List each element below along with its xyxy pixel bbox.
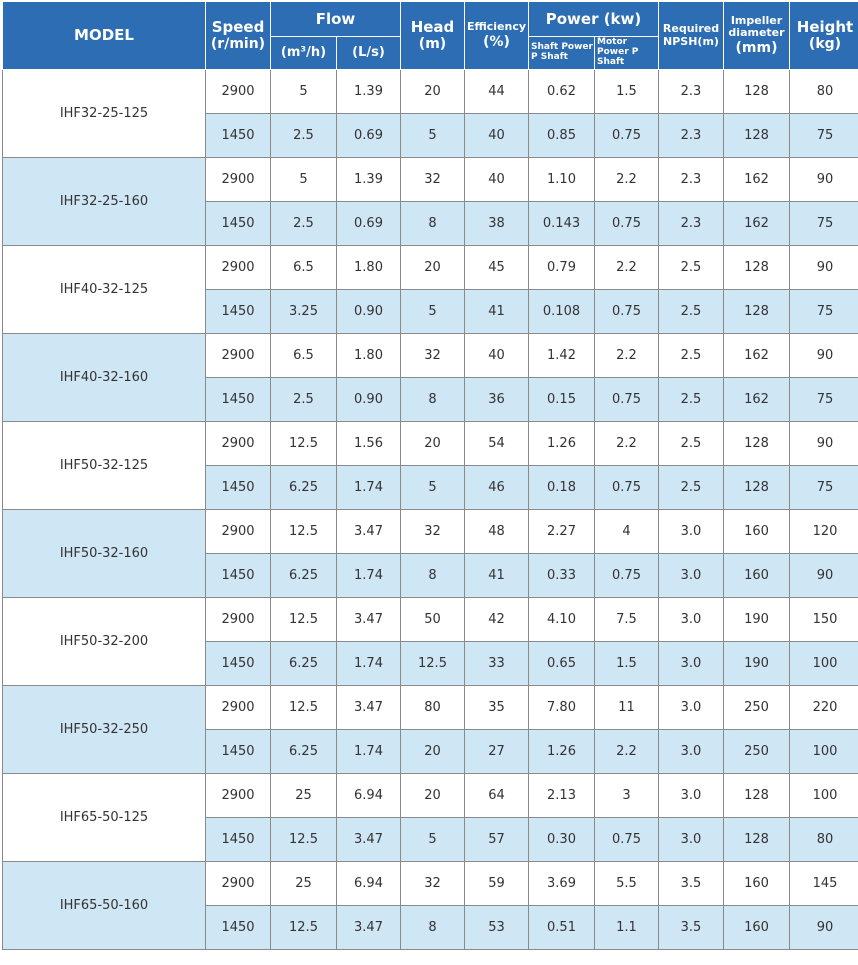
value-cell: 3.47 (337, 510, 401, 554)
value-cell: 5 (271, 70, 337, 114)
value-cell: 2.5 (659, 422, 724, 466)
value-cell: 33 (465, 642, 529, 686)
value-cell: 38 (465, 202, 529, 246)
value-cell: 8 (401, 378, 465, 422)
value-cell: 2900 (206, 598, 271, 642)
value-cell: 6.94 (337, 862, 401, 906)
model-cell: IHF65-50-160 (3, 862, 206, 950)
value-cell: 3.0 (659, 642, 724, 686)
value-cell: 1.26 (529, 730, 595, 774)
value-cell: 0.90 (337, 378, 401, 422)
value-cell: 75 (790, 202, 858, 246)
motor-power-header: Motor Power P Shaft (595, 37, 659, 70)
value-cell: 2.3 (659, 202, 724, 246)
value-cell: 1.74 (337, 554, 401, 598)
value-cell: 1.80 (337, 246, 401, 290)
value-cell: 2.2 (595, 158, 659, 202)
value-cell: 12.5 (271, 598, 337, 642)
value-cell: 120 (790, 510, 858, 554)
value-cell: 2.5 (659, 378, 724, 422)
value-cell: 6.5 (271, 334, 337, 378)
value-cell: 2.5 (271, 114, 337, 158)
table-body (3, 70, 858, 950)
value-cell: 20 (401, 422, 465, 466)
value-cell: 12.5 (271, 906, 337, 950)
value-cell: 2.5 (659, 466, 724, 510)
value-cell: 40 (465, 114, 529, 158)
value-cell: 6.94 (337, 774, 401, 818)
model-cell: IHF50-32-250 (3, 686, 206, 774)
value-cell: 41 (465, 290, 529, 334)
value-cell: 128 (724, 818, 790, 862)
value-cell: 59 (465, 862, 529, 906)
value-cell: 2.3 (659, 158, 724, 202)
model-cell: IHF32-25-125 (3, 70, 206, 158)
value-cell: 2.2 (595, 246, 659, 290)
value-cell: 1450 (206, 906, 271, 950)
value-cell: 0.33 (529, 554, 595, 598)
value-cell: 1.80 (337, 334, 401, 378)
value-cell: 75 (790, 114, 858, 158)
value-cell: 4 (595, 510, 659, 554)
value-cell: 0.69 (337, 202, 401, 246)
value-cell: 0.90 (337, 290, 401, 334)
value-cell: 162 (724, 158, 790, 202)
value-cell: 0.75 (595, 818, 659, 862)
value-cell: 3.0 (659, 598, 724, 642)
value-cell: 150 (790, 598, 858, 642)
value-cell: 80 (790, 818, 858, 862)
value-cell: 0.85 (529, 114, 595, 158)
value-cell: 3.0 (659, 774, 724, 818)
value-cell: 160 (724, 510, 790, 554)
value-cell: 100 (790, 730, 858, 774)
value-cell: 5.5 (595, 862, 659, 906)
value-cell: 2.5 (659, 290, 724, 334)
value-cell: 1.1 (595, 906, 659, 950)
value-cell: 5 (271, 158, 337, 202)
value-cell: 3.69 (529, 862, 595, 906)
table-header (3, 2, 858, 70)
value-cell: 1.5 (595, 70, 659, 114)
value-cell: 0.30 (529, 818, 595, 862)
value-cell: 190 (724, 642, 790, 686)
value-cell: 128 (724, 422, 790, 466)
value-cell: 0.79 (529, 246, 595, 290)
value-cell: 25 (271, 862, 337, 906)
value-cell: 5 (401, 290, 465, 334)
value-cell: 0.143 (529, 202, 595, 246)
value-cell: 54 (465, 422, 529, 466)
value-cell: 128 (724, 774, 790, 818)
value-cell: 160 (724, 862, 790, 906)
value-cell: 3.25 (271, 290, 337, 334)
value-cell: 1.74 (337, 642, 401, 686)
value-cell: 57 (465, 818, 529, 862)
value-cell: 2.5 (271, 378, 337, 422)
value-cell: 1.5 (595, 642, 659, 686)
value-cell: 2.5 (659, 334, 724, 378)
value-cell: 2900 (206, 862, 271, 906)
value-cell: 44 (465, 70, 529, 114)
value-cell: 162 (724, 334, 790, 378)
value-cell: 2.13 (529, 774, 595, 818)
value-cell: 250 (724, 686, 790, 730)
value-cell: 145 (790, 862, 858, 906)
value-cell: 1.74 (337, 730, 401, 774)
value-cell: 0.75 (595, 466, 659, 510)
value-cell: 32 (401, 334, 465, 378)
value-cell: 3.0 (659, 510, 724, 554)
value-cell: 5 (401, 466, 465, 510)
value-cell: 2900 (206, 70, 271, 114)
value-cell: 90 (790, 554, 858, 598)
value-cell: 1.74 (337, 466, 401, 510)
height-header: Height (kg) (790, 2, 858, 70)
value-cell: 128 (724, 114, 790, 158)
model-cell: IHF40-32-125 (3, 246, 206, 334)
value-cell: 162 (724, 378, 790, 422)
value-cell: 0.65 (529, 642, 595, 686)
power-header: Power (kw) (529, 2, 659, 37)
value-cell: 1450 (206, 642, 271, 686)
value-cell: 35 (465, 686, 529, 730)
value-cell: 8 (401, 906, 465, 950)
value-cell: 1450 (206, 466, 271, 510)
value-cell: 20 (401, 246, 465, 290)
value-cell: 2900 (206, 686, 271, 730)
value-cell: 1.42 (529, 334, 595, 378)
value-cell: 7.80 (529, 686, 595, 730)
value-cell: 1450 (206, 818, 271, 862)
pump-spec-table (2, 1, 858, 950)
value-cell: 1.39 (337, 70, 401, 114)
value-cell: 3.47 (337, 906, 401, 950)
value-cell: 162 (724, 202, 790, 246)
value-cell: 12.5 (271, 686, 337, 730)
value-cell: 53 (465, 906, 529, 950)
value-cell: 2.2 (595, 422, 659, 466)
npsh-header: Required NPSH(m) (659, 2, 724, 70)
value-cell: 1450 (206, 730, 271, 774)
value-cell: 160 (724, 554, 790, 598)
value-cell: 42 (465, 598, 529, 642)
value-cell: 2.27 (529, 510, 595, 554)
model-cell: IHF40-32-160 (3, 334, 206, 422)
value-cell: 0.108 (529, 290, 595, 334)
flow-m3h-header: (m³/h) (271, 37, 337, 70)
value-cell: 128 (724, 466, 790, 510)
value-cell: 46 (465, 466, 529, 510)
value-cell: 1450 (206, 202, 271, 246)
value-cell: 90 (790, 906, 858, 950)
value-cell: 2900 (206, 422, 271, 466)
value-cell: 2900 (206, 774, 271, 818)
value-cell: 0.62 (529, 70, 595, 114)
value-cell: 1450 (206, 290, 271, 334)
table-row (3, 422, 858, 466)
value-cell: 8 (401, 202, 465, 246)
impeller-header: Impeller diameter (mm) (724, 2, 790, 70)
value-cell: 3.47 (337, 818, 401, 862)
value-cell: 0.18 (529, 466, 595, 510)
value-cell: 2900 (206, 246, 271, 290)
value-cell: 100 (790, 642, 858, 686)
value-cell: 2.2 (595, 730, 659, 774)
value-cell: 41 (465, 554, 529, 598)
value-cell: 20 (401, 774, 465, 818)
value-cell: 1.26 (529, 422, 595, 466)
value-cell: 2.5 (659, 246, 724, 290)
table-row (3, 598, 858, 642)
value-cell: 32 (401, 862, 465, 906)
value-cell: 128 (724, 290, 790, 334)
value-cell: 1.56 (337, 422, 401, 466)
value-cell: 3.5 (659, 906, 724, 950)
value-cell: 6.25 (271, 554, 337, 598)
value-cell: 25 (271, 774, 337, 818)
value-cell: 0.75 (595, 202, 659, 246)
table-row (3, 246, 858, 290)
value-cell: 1450 (206, 554, 271, 598)
value-cell: 2900 (206, 158, 271, 202)
flow-ls-header: (L/s) (337, 37, 401, 70)
value-cell: 64 (465, 774, 529, 818)
value-cell: 4.10 (529, 598, 595, 642)
value-cell: 100 (790, 774, 858, 818)
value-cell: 75 (790, 290, 858, 334)
value-cell: 0.75 (595, 290, 659, 334)
value-cell: 0.75 (595, 114, 659, 158)
table-row (3, 510, 858, 554)
value-cell: 160 (724, 906, 790, 950)
model-header: MODEL (3, 2, 206, 70)
value-cell: 12.5 (271, 422, 337, 466)
value-cell: 128 (724, 246, 790, 290)
value-cell: 2900 (206, 510, 271, 554)
value-cell: 0.51 (529, 906, 595, 950)
flow-header: Flow (271, 2, 401, 37)
value-cell: 48 (465, 510, 529, 554)
value-cell: 6.5 (271, 246, 337, 290)
value-cell: 3.47 (337, 598, 401, 642)
value-cell: 90 (790, 422, 858, 466)
table-row (3, 774, 858, 818)
model-cell: IHF50-32-125 (3, 422, 206, 510)
value-cell: 32 (401, 510, 465, 554)
value-cell: 75 (790, 466, 858, 510)
value-cell: 2.3 (659, 114, 724, 158)
value-cell: 11 (595, 686, 659, 730)
shaft-power-header: Shaft Power P Shaft (529, 37, 595, 70)
value-cell: 7.5 (595, 598, 659, 642)
value-cell: 2.2 (595, 334, 659, 378)
value-cell: 1.39 (337, 158, 401, 202)
value-cell: 40 (465, 158, 529, 202)
value-cell: 3.5 (659, 862, 724, 906)
value-cell: 220 (790, 686, 858, 730)
value-cell: 50 (401, 598, 465, 642)
value-cell: 32 (401, 158, 465, 202)
value-cell: 12.5 (271, 510, 337, 554)
value-cell: 3.0 (659, 554, 724, 598)
value-cell: 80 (401, 686, 465, 730)
table-row (3, 686, 858, 730)
table-row (3, 862, 858, 906)
table-row (3, 334, 858, 378)
value-cell: 3.0 (659, 686, 724, 730)
value-cell: 1.10 (529, 158, 595, 202)
value-cell: 40 (465, 334, 529, 378)
value-cell: 1450 (206, 378, 271, 422)
value-cell: 75 (790, 378, 858, 422)
value-cell: 250 (724, 730, 790, 774)
head-header: Head (m) (401, 2, 465, 70)
value-cell: 45 (465, 246, 529, 290)
value-cell: 0.75 (595, 378, 659, 422)
value-cell: 27 (465, 730, 529, 774)
value-cell: 0.75 (595, 554, 659, 598)
model-cell: IHF50-32-160 (3, 510, 206, 598)
value-cell: 90 (790, 158, 858, 202)
value-cell: 3 (595, 774, 659, 818)
table-row (3, 158, 858, 202)
value-cell: 12.5 (401, 642, 465, 686)
value-cell: 0.15 (529, 378, 595, 422)
value-cell: 90 (790, 334, 858, 378)
value-cell: 20 (401, 730, 465, 774)
value-cell: 3.0 (659, 730, 724, 774)
table-row (3, 70, 858, 114)
model-cell: IHF50-32-200 (3, 598, 206, 686)
model-cell: IHF32-25-160 (3, 158, 206, 246)
value-cell: 0.69 (337, 114, 401, 158)
value-cell: 80 (790, 70, 858, 114)
speed-header: Speed (r/min) (206, 2, 271, 70)
value-cell: 6.25 (271, 466, 337, 510)
value-cell: 3.0 (659, 818, 724, 862)
value-cell: 190 (724, 598, 790, 642)
value-cell: 128 (724, 70, 790, 114)
value-cell: 3.47 (337, 686, 401, 730)
efficiency-header: Efficiency (%) (465, 2, 529, 70)
value-cell: 6.25 (271, 730, 337, 774)
value-cell: 2.5 (271, 202, 337, 246)
value-cell: 2.3 (659, 70, 724, 114)
value-cell: 8 (401, 554, 465, 598)
value-cell: 2900 (206, 334, 271, 378)
value-cell: 90 (790, 246, 858, 290)
value-cell: 20 (401, 70, 465, 114)
value-cell: 5 (401, 114, 465, 158)
value-cell: 6.25 (271, 642, 337, 686)
value-cell: 5 (401, 818, 465, 862)
model-cell: IHF65-50-125 (3, 774, 206, 862)
value-cell: 1450 (206, 114, 271, 158)
value-cell: 36 (465, 378, 529, 422)
value-cell: 12.5 (271, 818, 337, 862)
